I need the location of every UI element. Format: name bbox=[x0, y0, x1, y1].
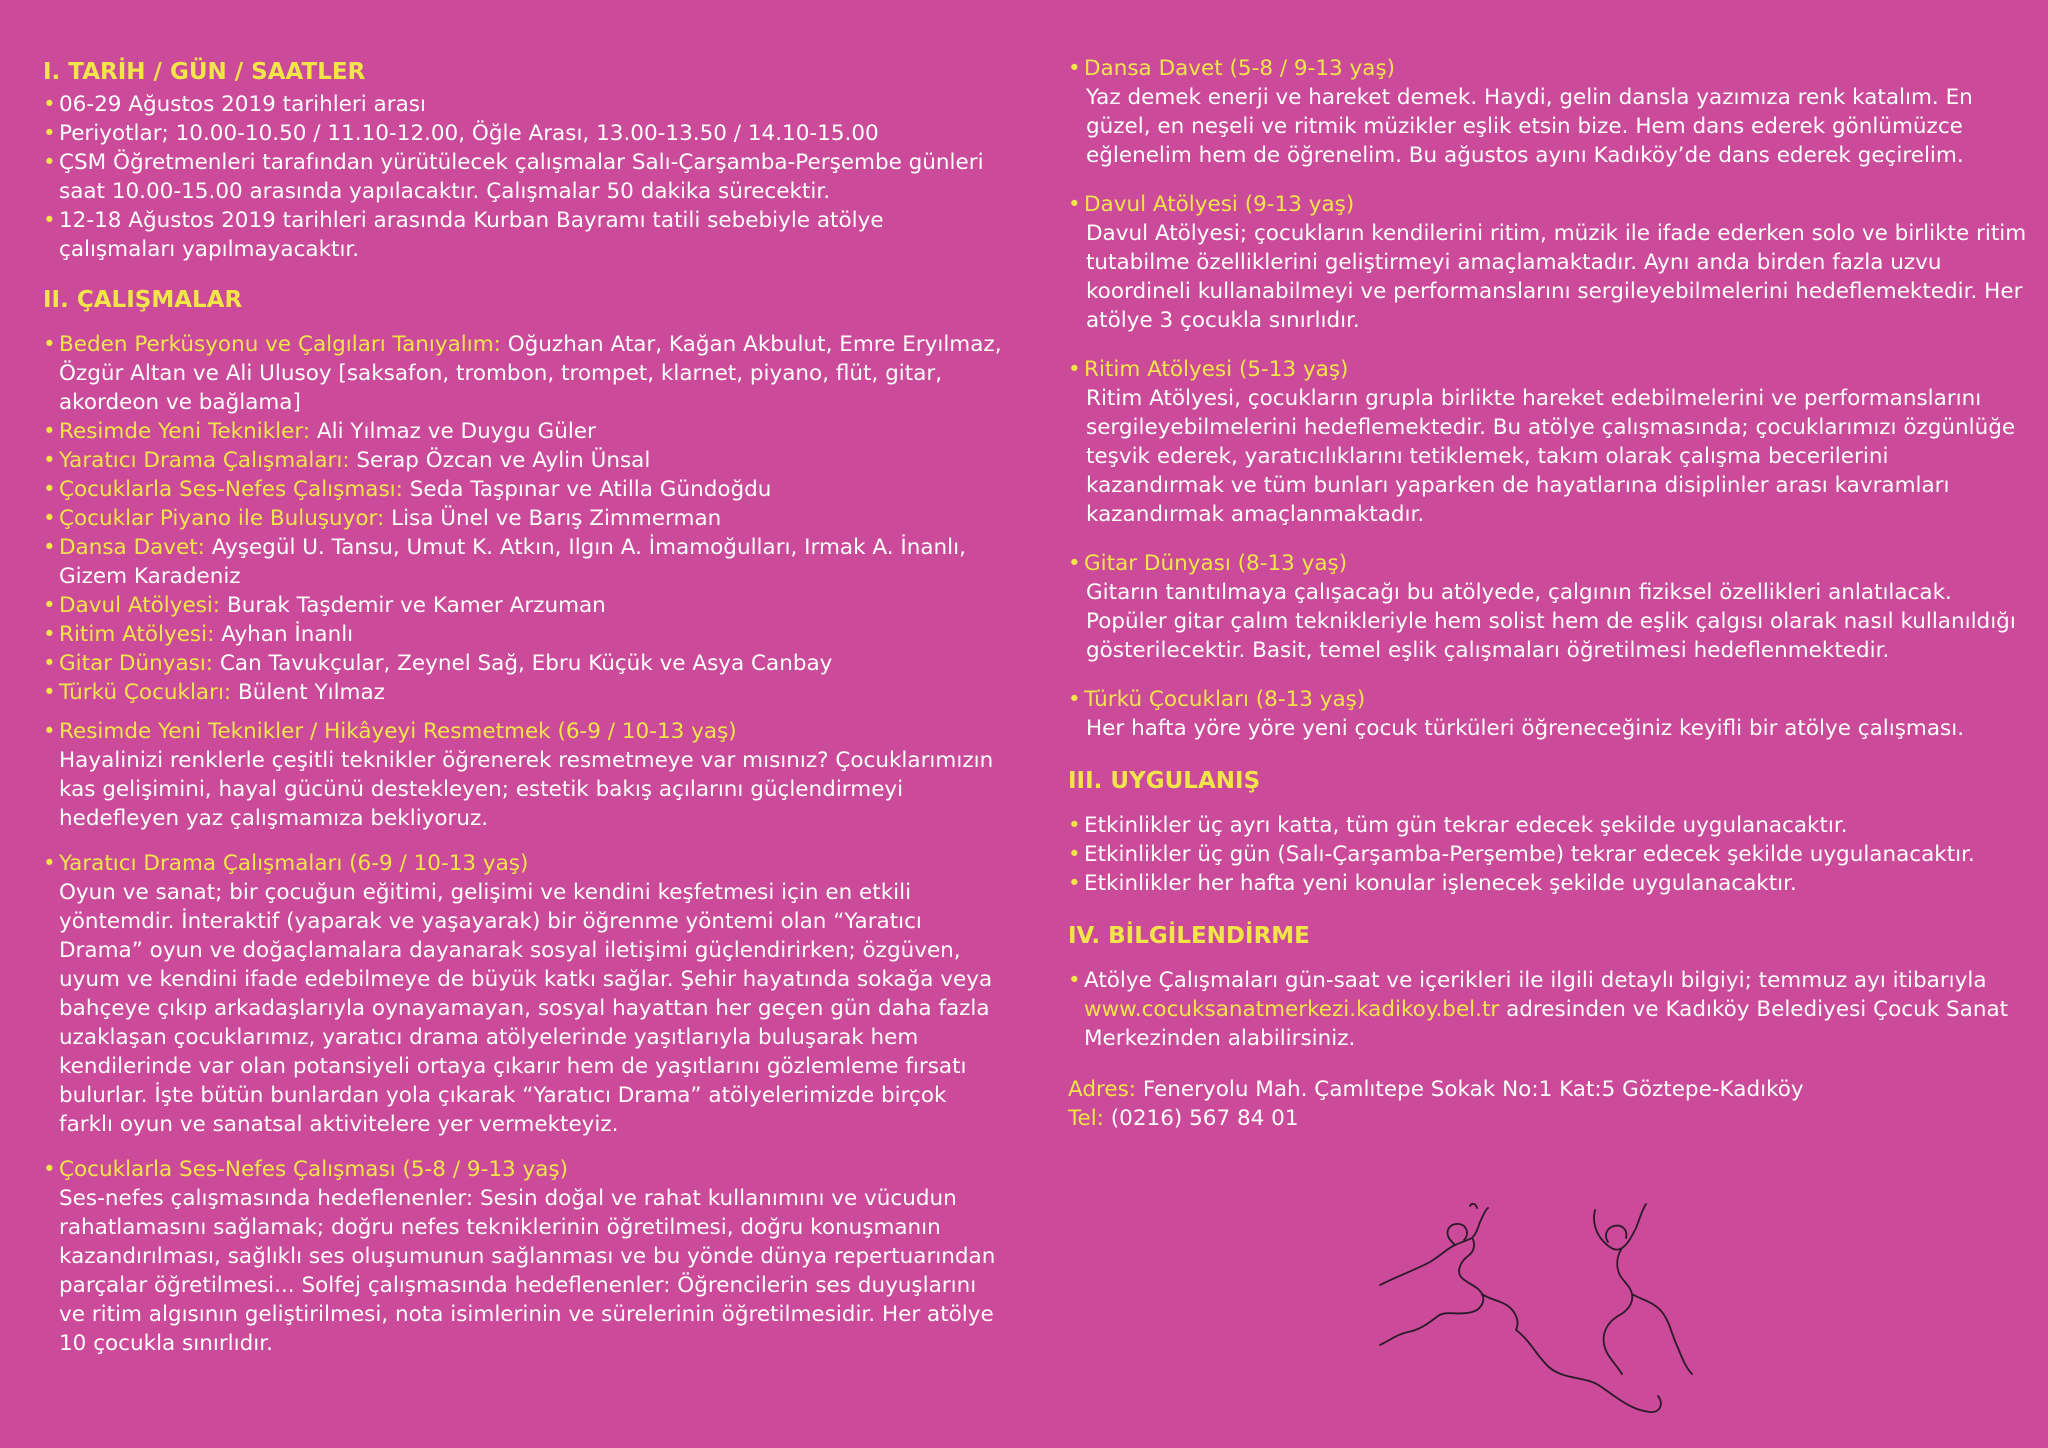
workshop-title: • Davul Atölyesi (9-13 yaş) bbox=[1068, 190, 2028, 219]
workshop-block-guitar bbox=[1068, 549, 2028, 665]
instructor-names: Bülent Yılmaz bbox=[231, 680, 385, 705]
section-title-dates: I. TARİH / GÜN / SAATLER bbox=[43, 59, 366, 85]
workshop-block-folk bbox=[1068, 685, 2028, 743]
instructor-names: Ali Yılmaz ve Duygu Güler bbox=[310, 419, 596, 444]
instructor-names: Ayhan İnanlı bbox=[214, 622, 354, 647]
workshop-block-painting bbox=[43, 717, 1003, 833]
tel-line bbox=[1068, 1104, 2028, 1133]
list-item bbox=[43, 475, 1003, 504]
information-list bbox=[1068, 966, 2028, 1053]
info-text: adresinden ve Kadıköy Belediyesi Çocuk Sanat Merkezinden alabilirsiniz. bbox=[1084, 997, 2009, 1051]
instructor-names: Ayşegül U. Tansu, Umut K. Atkın, Ilgın A. İmamoğulları, Irmak A. İnanlı, Gizem Karadeniz bbox=[59, 535, 966, 589]
list-item: • Periyotlar; 10.00-10.50 / 11.10-12.00, Öğle Arası, 13.00-13.50 / 14.10-15.00 bbox=[43, 119, 1003, 148]
instructor-names: Burak Taşdemir ve Kamer Arzuman bbox=[220, 593, 606, 618]
workshop-description: Oyun ve sanat; bir çocuğun eğitimi, gelişimi ve kendini keşfetmesi için en etkili yöntemdir. İnteraktif (yaparak ve yaşayarak) bir öğrenme yöntemi olan “Yaratıcı Drama” oyun ve doğaçlamalara dayanarak sosyal iletişimi güçlendirirken; özgüven, uyum ve kendini ifade edebilmeye de büyük katkı sağlar. Şehir hayatında sokağa veya bahçeye çıkıp arkadaşlarıyla oynayamayan, sosyal hayattan her geçen gün daha fazla uzaklaşan çocuklarımız, yaratıcı drama atölyelerinde yaşıtlarıyla buluşarak hem kendilerinde var olan potansiyeli ortaya çıkarır hem de yaşıtlarını gözlemleme fırsatı bulurlar. İşte bütün bunlardan yola çıkarak “Yaratıcı Drama” atölyelerimizde birçok farklı oyun ve sanatsal aktivitelere yer vermekteyiz. bbox=[59, 880, 993, 1137]
address-value: Feneryolu Mah. Çamlıtepe Sokak No:1 Kat:5 Göztepe-Kadıköy bbox=[1136, 1077, 1804, 1102]
workshop-title: • Dansa Davet (5-8 / 9-13 yaş) bbox=[1068, 54, 2028, 83]
workshop-label: Türkü Çocukları: bbox=[59, 680, 232, 705]
workshop-description: Ritim Atölyesi, çocukların grupla birlikte hareket edebilmelerini ve performanslarını sergileyebilmelerini hedeflemektedir. Bu atölye çalışmasında; çocuklarımızı özgünlüğe teşvik ederek, yaratıcılıklarını tetiklemek, takım olarak çalışma becerilerini kazandırmak ve tüm bunları yaparken de hayatlarına disiplinler arası kavramları kazandırmak amaçlanmaktadır. bbox=[1086, 386, 2016, 527]
workshop-label: Davul Atölyesi: bbox=[59, 593, 221, 618]
list-item: • 06-29 Ağustos 2019 tarihleri arası bbox=[43, 90, 1003, 119]
list-item bbox=[43, 446, 1003, 475]
workshop-label: Ritim Atölyesi: bbox=[59, 622, 215, 647]
instructor-names: Serap Özcan ve Aylin Ünsal bbox=[349, 448, 651, 473]
workshop-title: • Türkü Çocukları (8-13 yaş) bbox=[1068, 685, 2028, 714]
dates-list bbox=[43, 90, 1003, 264]
workshop-title: • Yaratıcı Drama Çalışmaları (6-9 / 10-13 yaş) bbox=[43, 849, 1003, 878]
workshop-block-drum bbox=[1068, 190, 2028, 335]
workshop-label: Beden Perküsyonu ve Çalgıları Tanıyalım: bbox=[59, 332, 501, 357]
workshop-description: Gitarın tanıtılmaya çalışacağı bu atölyede, çalgının fiziksel özellikleri anlatılacak. Popüler gitar çalım teknikleriyle hem solist hem de eşlik çalgısı olarak nasıl kullanıldığı gösterilecektir. Basit, temel eşlik çalışmaları öğretilmesi hedeflenmektedir. bbox=[1086, 580, 2016, 663]
workshop-label: Çocuklar Piyano ile Buluşuyor: bbox=[59, 506, 385, 531]
section-title-information: IV. BİLGİLENDİRME bbox=[1068, 923, 1310, 949]
contact-block bbox=[1068, 1075, 2028, 1133]
workshop-description: Her hafta yöre yöre yeni çocuk türküleri öğreneceğiniz keyifli bir atölye çalışması. bbox=[1086, 716, 1965, 741]
list-item: • Etkinlikler üç gün (Salı-Çarşamba-Perşembe) tekrar edecek şekilde uygulanacaktır. bbox=[1068, 840, 2028, 869]
instructors-list bbox=[43, 330, 1003, 707]
instructor-names: Lisa Ünel ve Barış Zimmerman bbox=[384, 506, 722, 531]
tel-label: Tel: bbox=[1068, 1106, 1104, 1131]
list-item: • Etkinlikler her hafta yeni konular işlenecek şekilde uygulanacaktır. bbox=[1068, 869, 2028, 898]
workshop-label: Resimde Yeni Teknikler: bbox=[59, 419, 311, 444]
list-item bbox=[43, 330, 1003, 417]
list-item: • Etkinlikler üç ayrı katta, tüm gün tekrar edecek şekilde uygulanacaktır. bbox=[1068, 811, 2028, 840]
workshop-label: Dansa Davet: bbox=[59, 535, 205, 560]
left-column bbox=[43, 54, 1003, 1374]
list-item bbox=[43, 620, 1003, 649]
instructor-names: Oğuzhan Atar, Kağan Akbulut, Emre Eryılmaz, Özgür Altan ve Ali Ulusoy [saksafon, trombon, trompet, klarnet, piyano, flüt, gitar, akordeon ve bağlama] bbox=[59, 332, 1002, 415]
tel-value: (0216) 567 84 01 bbox=[1103, 1106, 1299, 1131]
info-text: Atölye Çalışmaları gün-saat ve içerikleri ile ilgili detaylı bilgiyi; temmuz ayı itibarıyla bbox=[1084, 968, 1987, 993]
workshop-label: Yaratıcı Drama Çalışmaları: bbox=[59, 448, 350, 473]
website-link[interactable]: www.cocuksanatmerkezi.kadikoy.bel.tr bbox=[1084, 997, 1500, 1022]
workshop-block-rhythm bbox=[1068, 355, 2028, 529]
list-item bbox=[43, 504, 1003, 533]
workshop-description: Ses-nefes çalışmasında hedeflenenler: Sesin doğal ve rahat kullanımını ve vücudun rahatlamasını sağlamak; doğru nefes tekniklerinin öğretilmesi, doğru konuşmanın kazandırılması, sağlıklı ses oluşumunun sağlanması ve bu yönde dünya repertuarından parçalar öğretilmesi... Solfej çalışmasında hedeflenenler: Öğrencilerin ses duyuşlarını ve ritim algısının geliştirilmesi, nota isimlerinin ve sürelerinin öğretilmesidir. Her atölye 10 çocukla sınırlıdır. bbox=[59, 1186, 996, 1356]
left-dancer-figure bbox=[1380, 1204, 1518, 1345]
workshop-description: Yaz demek enerji ve hareket demek. Haydi, gelin dansla yazımıza renk katalım. En güzel, en neşeli ve ritmik müzikler eşlik etsin bize. Hem dans ederek gönlümüzce eğlenelim hem de öğrenelim. Bu ağustos ayını Kadıköy’de dans ederek geçirelim. bbox=[1086, 85, 1973, 168]
list-item bbox=[1068, 966, 2028, 1053]
workshop-title: • Ritim Atölyesi (5-13 yaş) bbox=[1068, 355, 2028, 384]
instructor-names: Can Tavukçular, Zeynel Sağ, Ebru Küçük ve Asya Canbay bbox=[213, 651, 833, 676]
list-item: • ÇSM Öğretmenleri tarafından yürütülecek çalışmalar Salı-Çarşamba-Perşembe günleri saat 10.00-15.00 arasında yapılacaktır. Çalışmalar 50 dakika sürecektir. bbox=[43, 148, 1003, 206]
workshop-label: Gitar Dünyası: bbox=[59, 651, 214, 676]
section-title-workshops: II. ÇALIŞMALAR bbox=[43, 287, 243, 313]
address-label: Adres: bbox=[1068, 1077, 1137, 1102]
workshop-title: • Resimde Yeni Teknikler / Hikâyeyi Resmetmek (6-9 / 10-13 yaş) bbox=[43, 717, 1003, 746]
application-list bbox=[1068, 811, 2028, 898]
address-line bbox=[1068, 1075, 2028, 1104]
right-column bbox=[1068, 54, 2028, 1133]
list-item bbox=[43, 533, 1003, 591]
connecting-ribbon-line bbox=[1516, 1330, 1661, 1412]
section-title-application: III. UYGULANIŞ bbox=[1068, 768, 1261, 794]
list-item bbox=[43, 649, 1003, 678]
workshop-block-voice bbox=[43, 1155, 1003, 1358]
list-item bbox=[43, 678, 1003, 707]
workshop-description: Davul Atölyesi; çocukların kendilerini ritim, müzik ile ifade ederken solo ve birlikte ritim tutabilme özelliklerini geliştirmeyi amaçlamaktadır. Aynı anda birden fazla uzvu koordineli kullanabilmeyi ve performanslarını sergileyebilmelerini hedeflemektedir. Her atölye 3 çocukla sınırlıdır. bbox=[1086, 221, 2027, 333]
workshop-title: • Gitar Dünyası (8-13 yaş) bbox=[1068, 549, 2028, 578]
dancing-children-illustration bbox=[1360, 1190, 1760, 1420]
workshop-block-dance bbox=[1068, 54, 2028, 170]
workshop-description: Hayalinizi renklerle çeşitli teknikler öğrenerek resmetmeye var mısınız? Çocuklarımızın kas gelişimini, hayal gücünü destekleyen; estetik bakış açılarını güçlendirmeyi hedefleyen yaz çalışmamıza bekliyoruz. bbox=[59, 748, 994, 831]
list-item bbox=[43, 591, 1003, 620]
workshop-block-drama bbox=[43, 849, 1003, 1139]
right-dancer-figure bbox=[1594, 1204, 1692, 1374]
list-item bbox=[43, 417, 1003, 446]
workshop-label: Çocuklarla Ses-Nefes Çalışması: bbox=[59, 477, 403, 502]
workshop-title: • Çocuklarla Ses-Nefes Çalışması (5-8 / 9-13 yaş) bbox=[43, 1155, 1003, 1184]
list-item: • 12-18 Ağustos 2019 tarihleri arasında Kurban Bayramı tatili sebebiyle atölye çalışmaları yapılmayacaktır. bbox=[43, 206, 1003, 264]
instructor-names: Seda Taşpınar ve Atilla Gündoğdu bbox=[402, 477, 772, 502]
